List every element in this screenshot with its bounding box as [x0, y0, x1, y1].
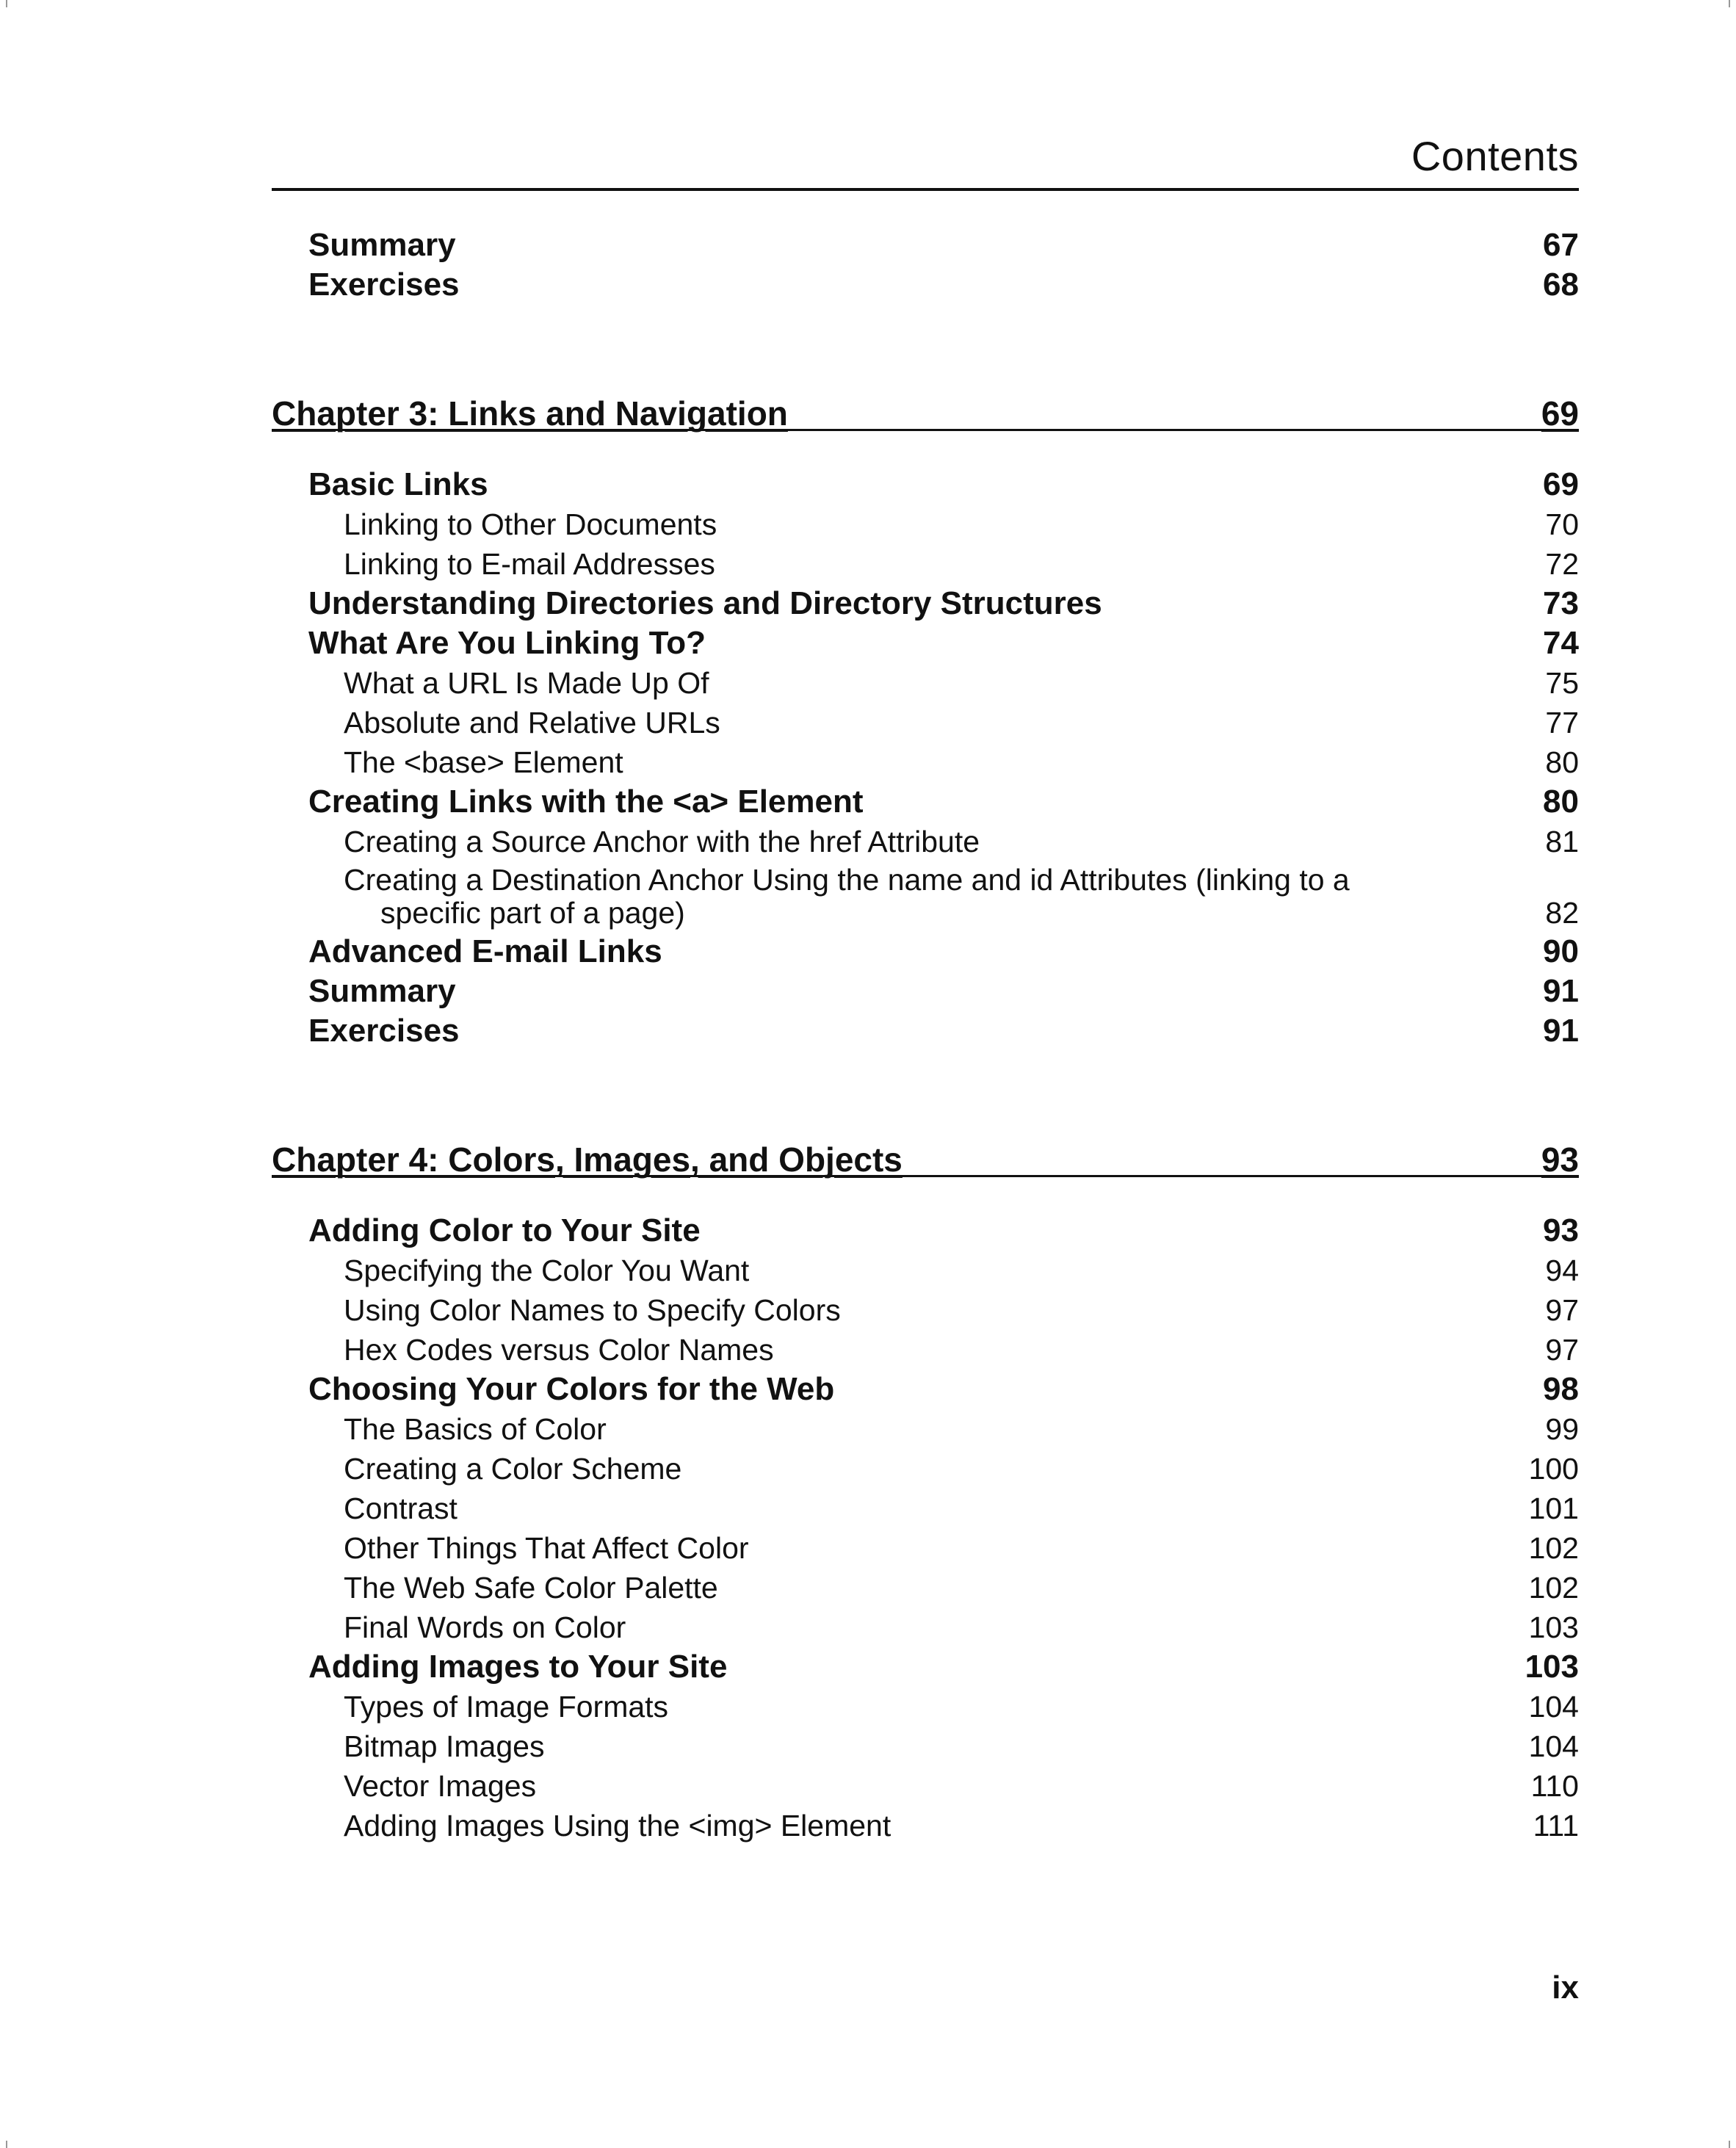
- toc-subentry[interactable]: [272, 1491, 1579, 1525]
- toc-entry-page: 98: [1543, 1371, 1579, 1407]
- toc-entry-page: 69: [1543, 466, 1579, 502]
- crop-mark: [1729, 0, 1730, 7]
- toc-subentry-label: [344, 864, 1372, 930]
- toc-subentry-page: 77: [1545, 706, 1579, 739]
- toc-subentry-label: Adding Images Using the <img> Element: [344, 1809, 891, 1843]
- toc-entry-label: Advanced E-mail Links: [308, 933, 662, 969]
- toc-subentry-page: 100: [1528, 1452, 1579, 1486]
- toc-subentry-label: Linking to E-mail Addresses: [344, 547, 715, 581]
- toc-subentry-label-line1: Creating a Destination Anchor Using the name and id Attributes (linking to a: [344, 863, 1350, 897]
- toc-subentry-page: 75: [1545, 666, 1579, 700]
- toc-entry-page: 90: [1543, 933, 1579, 969]
- toc-subentry-page: 80: [1545, 745, 1579, 779]
- toc-subentry-label: Other Things That Affect Color: [344, 1531, 749, 1565]
- toc-entry[interactable]: [272, 587, 1579, 620]
- toc-subentry-label-line2: specific part of a page): [380, 896, 685, 930]
- toc-entry-label: Basic Links: [308, 466, 488, 502]
- chapter-title: Chapter 3: Links and Navigation: [272, 394, 788, 433]
- toc-subentry-page: 97: [1545, 1293, 1579, 1327]
- toc-entry[interactable]: [272, 1015, 1579, 1047]
- toc-subentry-label: Creating a Source Anchor with the href Attribute: [344, 825, 980, 858]
- toc-subentry[interactable]: [272, 1533, 1579, 1563]
- toc-subentry-page: 97: [1545, 1333, 1579, 1367]
- toc-subentry-page: 104: [1528, 1690, 1579, 1724]
- toc-entry[interactable]: [272, 786, 1579, 818]
- toc-entry-label: Understanding Directories and Directory Structures: [308, 585, 1102, 621]
- toc-subentry-label: Bitmap Images: [344, 1729, 545, 1763]
- toc-subentry[interactable]: [272, 708, 1579, 738]
- toc-subentry[interactable]: [272, 1573, 1579, 1603]
- toc-entry-label: What Are You Linking To?: [308, 625, 706, 661]
- running-head: Contents: [1411, 133, 1579, 179]
- toc-entry-page: 68: [1543, 267, 1579, 303]
- toc-subentry[interactable]: [272, 1811, 1579, 1841]
- toc-subentry-label: Final Words on Color: [344, 1610, 626, 1644]
- toc-entry[interactable]: [272, 975, 1579, 1008]
- toc-subentry-wrapped[interactable]: [272, 864, 1579, 930]
- toc-entry-page: 91: [1543, 973, 1579, 1009]
- toc-subentry-label: Types of Image Formats: [344, 1690, 669, 1724]
- toc-subentry-label: Vector Images: [344, 1769, 537, 1803]
- toc-subentry-page: 81: [1545, 825, 1579, 858]
- toc-subentry-page: 94: [1545, 1254, 1579, 1287]
- toc-subentry-label: The <base> Element: [344, 745, 623, 779]
- page-folio: ix: [1552, 1970, 1579, 2006]
- chapter-rule: [272, 1175, 1579, 1177]
- toc-subentry[interactable]: [272, 1692, 1579, 1722]
- toc-entry-page: 80: [1543, 784, 1579, 820]
- crop-mark: [6, 0, 7, 7]
- toc-entry-label: Summary: [308, 227, 456, 263]
- toc-entry-page: 74: [1543, 625, 1579, 661]
- chapter-4-heading[interactable]: [272, 1140, 1579, 1179]
- toc-subentry[interactable]: [272, 827, 1579, 857]
- toc-entry-page: 67: [1543, 227, 1579, 263]
- toc-subentry-label: Absolute and Relative URLs: [344, 706, 720, 739]
- toc-subentry[interactable]: [272, 1256, 1579, 1286]
- toc-subentry-page: 101: [1528, 1491, 1579, 1525]
- toc-subentry-label: Hex Codes versus Color Names: [344, 1333, 774, 1367]
- toc-subentry[interactable]: [272, 1295, 1579, 1326]
- toc-entry-page: 91: [1543, 1013, 1579, 1049]
- toc-subentry-label: What a URL Is Made Up Of: [344, 666, 709, 700]
- toc-subentry[interactable]: [272, 1729, 1579, 1763]
- toc-entry-label: Choosing Your Colors for the Web: [308, 1371, 835, 1407]
- toc-subentry-page: 110: [1530, 1769, 1579, 1803]
- toc-entry-page: 73: [1543, 585, 1579, 621]
- toc-entry-label: Adding Color to Your Site: [308, 1212, 701, 1248]
- toc-subentry[interactable]: [272, 549, 1579, 579]
- toc-subentry-label: The Web Safe Color Palette: [344, 1571, 718, 1605]
- toc-entry-exercises[interactable]: [272, 269, 1579, 301]
- toc-subentry-label: Specifying the Color You Want: [344, 1254, 750, 1287]
- toc-entry-label: Creating Links with the <a> Element: [308, 784, 864, 820]
- toc-entry[interactable]: [272, 1212, 1579, 1248]
- toc-entry[interactable]: [272, 1651, 1579, 1683]
- toc-subentry-page: 70: [1545, 507, 1579, 541]
- toc-entry[interactable]: [272, 627, 1579, 659]
- toc-subentry-page: 102: [1528, 1571, 1579, 1605]
- toc-subentry-label: Using Color Names to Specify Colors: [344, 1293, 841, 1327]
- chapter-rule: [272, 429, 1579, 431]
- toc-subentry-page: 99: [1545, 1412, 1579, 1446]
- chapter-title: Chapter 4: Colors, Images, and Objects: [272, 1140, 903, 1179]
- toc-subentry-page: 104: [1528, 1729, 1579, 1763]
- toc-subentry-page: 103: [1528, 1610, 1579, 1644]
- header-rule: [272, 188, 1579, 191]
- toc-subentry[interactable]: [272, 1335, 1579, 1365]
- toc-subentry-page: 102: [1528, 1531, 1579, 1565]
- toc-entry-summary[interactable]: [272, 229, 1579, 261]
- toc-entry-label: Exercises: [308, 267, 460, 303]
- chapter-3-heading[interactable]: [272, 394, 1579, 433]
- toc-entry-page: 93: [1543, 1212, 1579, 1248]
- toc-subentry-label: Linking to Other Documents: [344, 507, 717, 541]
- toc-subentry[interactable]: [272, 1454, 1579, 1484]
- toc-subentry[interactable]: [272, 668, 1579, 698]
- toc-entry-label: Summary: [308, 973, 456, 1009]
- toc-subentry-label: The Basics of Color: [344, 1412, 607, 1446]
- toc-subentry[interactable]: [272, 1771, 1579, 1801]
- chapter-page: 69: [1541, 394, 1579, 433]
- toc-subentry[interactable]: [272, 1610, 1579, 1644]
- toc-subentry[interactable]: [272, 1414, 1579, 1444]
- toc-subentry[interactable]: [272, 745, 1579, 779]
- toc-entry[interactable]: [272, 466, 1579, 502]
- toc-subentry-page: 111: [1533, 1809, 1579, 1843]
- toc-entry-label: Adding Images to Your Site: [308, 1649, 728, 1685]
- toc-entry-page: 103: [1525, 1649, 1579, 1685]
- toc-subentry-page: 82: [1545, 896, 1579, 930]
- toc-entry[interactable]: [272, 1373, 1579, 1406]
- toc-subentry-label: Creating a Color Scheme: [344, 1452, 682, 1486]
- toc-entry[interactable]: [272, 933, 1579, 969]
- toc-subentry-page: 72: [1545, 547, 1579, 581]
- toc-subentry[interactable]: [272, 507, 1579, 541]
- toc-entry-label: Exercises: [308, 1013, 460, 1049]
- chapter-page: 93: [1541, 1140, 1579, 1179]
- toc-subentry-label: Contrast: [344, 1491, 457, 1525]
- crop-mark: [1729, 2141, 1730, 2148]
- crop-mark: [6, 2141, 7, 2148]
